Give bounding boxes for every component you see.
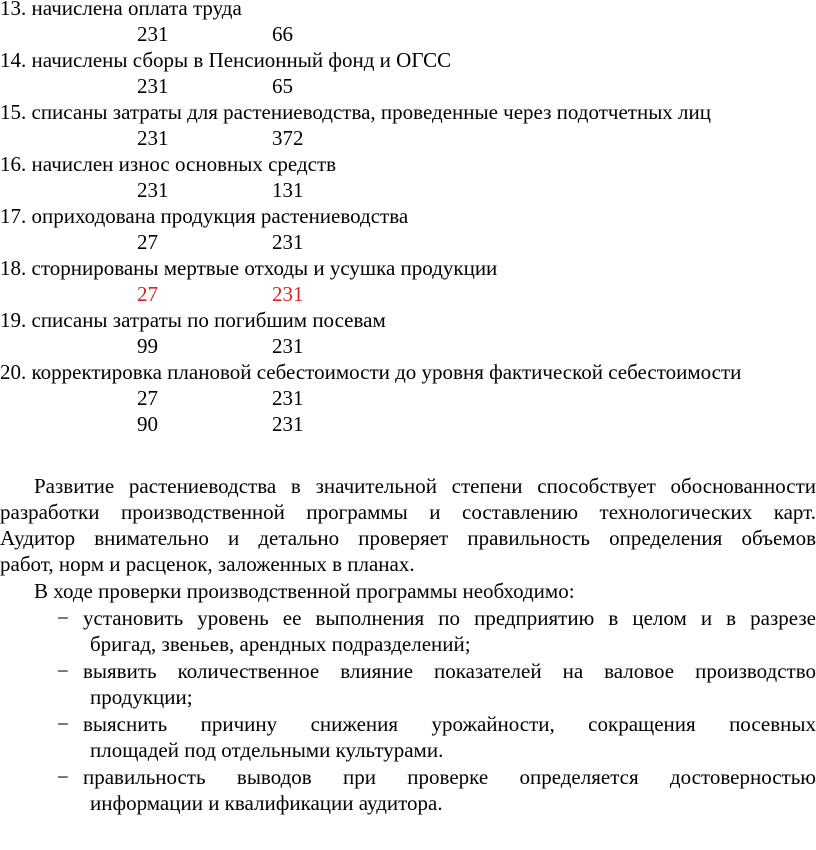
debit-account: 231 <box>137 178 169 202</box>
debit-account: 231 <box>137 22 169 46</box>
dash-bullet-icon: − <box>57 659 69 683</box>
dash-bullet-icon: − <box>57 765 69 789</box>
credit-account: 372 <box>272 126 304 150</box>
bullet-item <box>57 658 816 710</box>
debit-account: 27 <box>137 230 158 254</box>
entry-label: 16. начислен износ основных средств <box>0 152 337 176</box>
entry-label: 15. списаны затраты для растениеводства, проведенные через подотчетных лиц <box>0 100 712 124</box>
credit-account: 231 <box>272 282 304 306</box>
paragraph-checklist-intro: В ходе проверки производственной программы необходимо: <box>34 579 575 603</box>
credit-account: 66 <box>272 22 293 46</box>
entry-label: 18. сторнированы мертвые отходы и усушка продукции <box>0 256 498 280</box>
credit-account: 65 <box>272 74 293 98</box>
bullet-text-continued: продукции; <box>90 685 193 709</box>
credit-account: 131 <box>272 178 304 202</box>
entry-label: 14. начислены сборы в Пенсионный фонд и ОГСС <box>0 48 452 72</box>
paragraph-line: Развитие растениеводства в значительной степени способствует обоснованности <box>34 474 816 498</box>
dash-bullet-icon: − <box>57 712 69 736</box>
entry-label: 19. списаны затраты по погибшим посевам <box>0 308 386 332</box>
paragraph-line: работ, норм и расценок, заложенных в планах. <box>0 552 415 576</box>
debit-account: 231 <box>137 74 169 98</box>
debit-account: 27 <box>137 282 158 306</box>
bullet-text: правильность выводов при проверке определяется достоверностью <box>83 765 816 789</box>
debit-account: 231 <box>137 126 169 150</box>
credit-account: 231 <box>272 412 304 436</box>
credit-account: 231 <box>272 334 304 358</box>
bullet-text-continued: бригад, звеньев, арендных подразделений; <box>90 632 471 656</box>
credit-account: 231 <box>272 386 304 410</box>
debit-account: 90 <box>137 412 158 436</box>
entry-label: 20. корректировка плановой себестоимости до уровня фактической себестоимости <box>0 360 742 384</box>
bullet-text: выяснить причину снижения урожайности, сокращения посевных <box>83 712 816 736</box>
dash-bullet-icon: − <box>57 606 69 630</box>
bullet-item <box>57 711 816 763</box>
paragraph-audit-intro <box>0 473 816 577</box>
bullet-text: установить уровень ее выполнения по предприятию в целом и в разрезе <box>83 606 816 630</box>
paragraph-line: Аудитор внимательно и детально проверяет правильность определения объемов <box>0 526 816 550</box>
debit-account: 99 <box>137 334 158 358</box>
bullet-text-continued: информации и квалификации аудитора. <box>90 791 443 815</box>
paragraph-line: разработки производственной программы и составлению технологических карт. <box>0 500 816 524</box>
bullet-item <box>57 764 816 816</box>
debit-account: 27 <box>137 386 158 410</box>
bullet-item <box>57 605 816 657</box>
credit-account: 231 <box>272 230 304 254</box>
entry-label: 13. начислена оплата труда <box>0 0 242 20</box>
bullet-text-continued: площадей под отдельными культурами. <box>90 738 444 762</box>
bullet-text: выявить количественное влияние показателей на валовое производство <box>83 659 816 683</box>
entry-label: 17. оприходована продукция растениеводства <box>0 204 409 228</box>
